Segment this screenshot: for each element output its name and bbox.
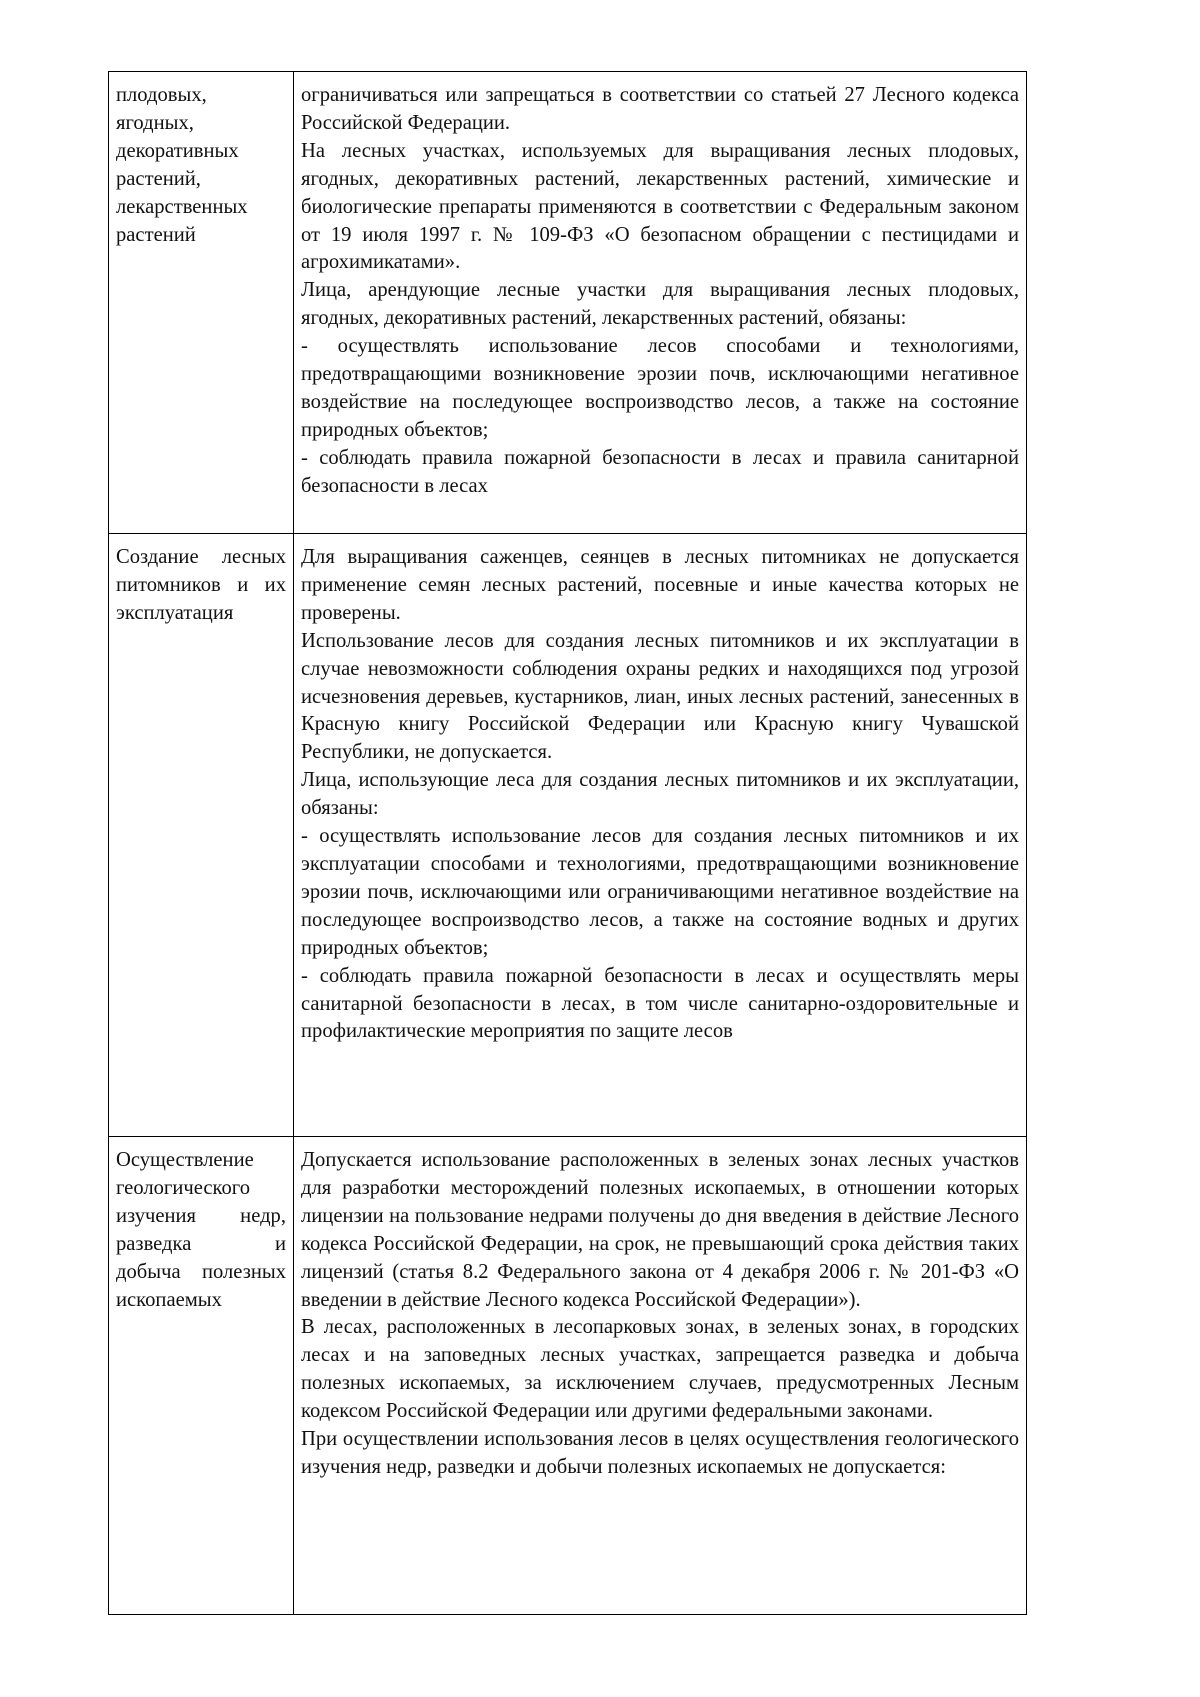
forest-use-table [108,71,1027,1615]
requirement-paragraph: Для выращивания саженцев, сеянцев в лесных питомниках не допускается применение семян лесных растений, посевные и иные качества которых не проверены. [301,546,1019,624]
activity-line: ягодных, [116,111,194,134]
activity-line: ископаемых [116,1288,222,1311]
activity-line: геологического [116,1176,251,1199]
requirement-paragraph: На лесных участках, используемых для выращивания лесных плодовых, ягодных, декоративных растений, лекарственных растений, химические и биологические препараты применяются в соответствии с Федеральным законом от 19 июля 1997 г. № 109-ФЗ «О безопасном обращении с пестицидами и агрохимикатами». [301,139,1019,274]
requirement-paragraph: - соблюдать правила пожарной безопасности в лесах и осуществлять меры санитарной безопасности в лесах, в том числе санитарно-оздоровительные и профилактические мероприятия по защите лесов [301,964,1019,1043]
activity-line: Осуществление [116,1149,254,1171]
requirements-cell [294,72,1027,534]
requirement-paragraph: - осуществлять использование лесов для создания лесных питомников и их эксплуатации способами и технологиями, предотвращающими возникновение эрозии почв, исключающими или ограничивающими негативное воздействие на последующее воспроизводство лесов, а также на состояние водных и других природных объектов; [301,825,1019,959]
activity-line: плодовых, [116,84,207,106]
table-row [109,534,1027,1137]
activity-line: лекарственных [116,195,248,218]
activity-line: растений [116,223,196,246]
activity-cell [109,534,294,1137]
requirements-cell [294,1137,1027,1615]
requirement-paragraph: ограничиваться или запрещаться в соответствии со статьей 27 Лесного кодекса Российской Федерации. [301,84,1019,134]
activity-line: питомников и их [116,573,286,596]
activity-line: эксплуатация [116,601,234,624]
requirement-paragraph: - соблюдать правила пожарной безопасности в лесах и правила санитарной безопасности в лесах [301,446,1019,497]
activity-cell [109,1137,294,1615]
activity-line: разведка и [116,1232,286,1255]
requirement-paragraph: - осуществлять использование лесов способами и технологиями, предотвращающими возникновение эрозии почв, исключающими негативное воздействие на последующее воспроизводство лесов, а также на состояние природных объектов; [301,335,1019,441]
activity-line: Создание лесных [116,546,286,568]
table-row [109,72,1027,534]
activity-line: изучения недр, [116,1204,286,1227]
requirement-paragraph: При осуществлении использования лесов в целях осуществления геологического изучения недр, разведки и добычи полезных ископаемых не допускается: [301,1428,1019,1478]
activity-cell [109,72,294,534]
requirement-paragraph: Лица, арендующие лесные участки для выращивания лесных плодовых, ягодных, декоративных растений, лекарственных растений, обязаны: [301,279,1019,330]
activity-line: растений, [116,167,201,190]
requirement-paragraph: Допускается использование расположенных в зеленых зонах лесных участков для разработки месторождений полезных ископаемых, в отношении которых лицензии на пользование недрами получены до дня введения в действие Лесного кодекса Российской Федерации, на срок, не превышающий срока действия таких лицензий (статья 8.2 Федерального закона от 4 декабря 2006 г. № 201-ФЗ «О введении в действие Лесного кодекса Российской Федерации»). [301,1149,1019,1311]
requirement-paragraph: В лесах, расположенных в лесопарковых зонах, в зеленых зонах, в городских лесах и на заповедных лесных участках, запрещается разведка и добыча полезных ископаемых, за исключением случаев, предусмотренных Лесным кодексом Российской Федерации или другими федеральными законами. [301,1316,1019,1423]
requirements-cell [294,534,1027,1137]
requirement-paragraph: Лица, использующие леса для создания лесных питомников и их эксплуатации, обязаны: [301,769,1019,820]
requirement-paragraph: Использование лесов для создания лесных питомников и их эксплуатации в случае невозможности соблюдения охраны редких и находящихся под угрозой исчезновения деревьев, кустарников, лиан, иных лесных растений, занесенных в Красную книгу Российской Федерации или Красную книгу Чувашской Республики, не допускается. [301,629,1019,764]
activity-line: декоративных [116,139,239,162]
activity-line: добыча полезных [116,1260,286,1283]
table-row [109,1137,1027,1615]
